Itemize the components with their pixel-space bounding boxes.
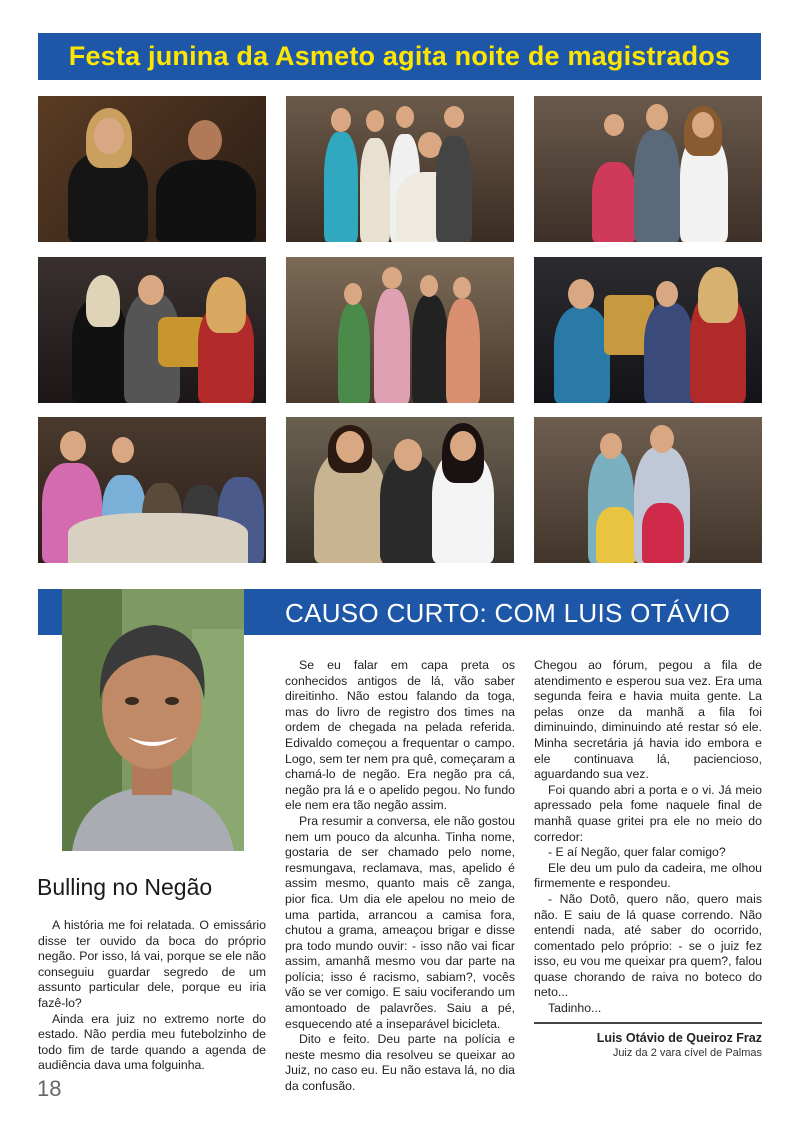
page-headline: Festa junina da Asmeto agita noite de magistrados — [38, 33, 761, 80]
paragraph: Ainda era juiz no extremo norte do estado. Não perdia meu futebolzinho de todo fim de tarde quando a agenda de audiência dava uma folguinha. — [38, 1011, 266, 1073]
author-name: Luis Otávio de Queiroz Fraz — [596, 1031, 762, 1045]
photo-family-with-child — [534, 96, 762, 242]
article-column-2 — [285, 658, 515, 1095]
photo-basket-handover — [534, 257, 762, 403]
page-number: 18 — [37, 1076, 62, 1101]
photo-family-with-children — [534, 417, 762, 563]
photo-table-group — [38, 417, 266, 563]
portrait-illustration — [62, 589, 244, 851]
paragraph: Pra resumir a conversa, ele não gostou nem um pouco da alcunha. Tinha nome, gostaria de ser chamado pelo nome, resmungava, reclamava, mas, apelido é assim mesmo, quanto mais cê zanga, pior fica. Um dia ele apelou no meio de uma partida, arrancou a camisa fora, chutou a grama, ameaçou brigar e disse pra todo mundo ouvir: - isso não vai ficar assim, amanhã mesmo vou dar parte na polícia; isso é racismo, sabiam?, vocês vão se ver comigo. E saiu vociferando um amontoado de palavrões. Saiu a pé, esquecendo até a inseparável bicicleta. — [285, 813, 515, 1031]
paragraph: - E aí Negão, quer falar comigo? — [548, 845, 726, 860]
photo-trio-portrait — [286, 417, 514, 563]
paragraph: - Não Dotô, quero não, quero mais não. E saiu de lá quase correndo. Não entendi nada, até saber do ocorrido, comentado pelo próprio: - se o juiz fez isso, eu vou me queixar pra quem?, falou quase chorando de raiva no boteco do neto... — [534, 891, 762, 1000]
paragraph: Foi quando abri a porta e o vi. Já meio apressado pela fome naquele final de manhã quase gritei pra ele no meio do corredor: — [534, 782, 762, 844]
photo-group-with-elderly-man — [286, 96, 514, 242]
paragraph: Dito e feito. Deu parte na polícia e neste mesmo dia resolveu se queixar ao Juiz, no caso eu. Eu não estava lá, no dia da confusão. — [285, 1032, 515, 1094]
article-column-3 — [534, 658, 762, 1017]
author-portrait — [62, 589, 244, 851]
photo-group-of-four — [286, 257, 514, 403]
story-title: Bulling no Negão — [37, 874, 213, 900]
section-title: CAUSO CURTO: COM LUIS OTÁVIO — [285, 598, 731, 628]
paragraph: Chegou ao fórum, pegou a fila de atendimento e esperou sua vez. Era uma segunda feira e havia muita gente. La pelas onze da manhã a fila foi diminuindo, diminuindo até restar só ele. Minha secretária já havia ido embora e ele continuava lá, paciencioso, aguardando sua vez. — [534, 658, 762, 782]
signature-divider — [534, 1022, 762, 1024]
article-column-1 — [38, 918, 266, 1074]
photo-gift-basket-presentation — [38, 257, 266, 403]
photo-couple-at-dinner — [38, 96, 266, 242]
paragraph: Ele deu um pulo da cadeira, me olhou firmemente e respondeu. — [534, 860, 762, 891]
paragraph: A história me foi relatada. O emissário disse ter ouvido da boca do próprio negão. Por isso, lá vai, porque se ele não conseguiu guardar segredo de um assunto particular dele, porque eu iria fazê-lo? — [38, 918, 266, 1010]
paragraph: Tadinho... — [548, 1001, 602, 1016]
paragraph: Se eu falar em capa preta os conhecidos antigos de lá, vão saber direitinho. Não estou falando da toga, mas do livro de registro dos times na ordem de chegada na pelada referida. Edivaldo começou a frequentar o campo. Logo, sem ter nem pra quê, começaram a chamá-lo de negão. Era negão pra cá, negão pra lá e o apelido pegou. No fundo ele nem era tão negão assim. — [285, 658, 515, 813]
author-role: Juiz da 2 vara cível de Palmas — [612, 1047, 762, 1059]
